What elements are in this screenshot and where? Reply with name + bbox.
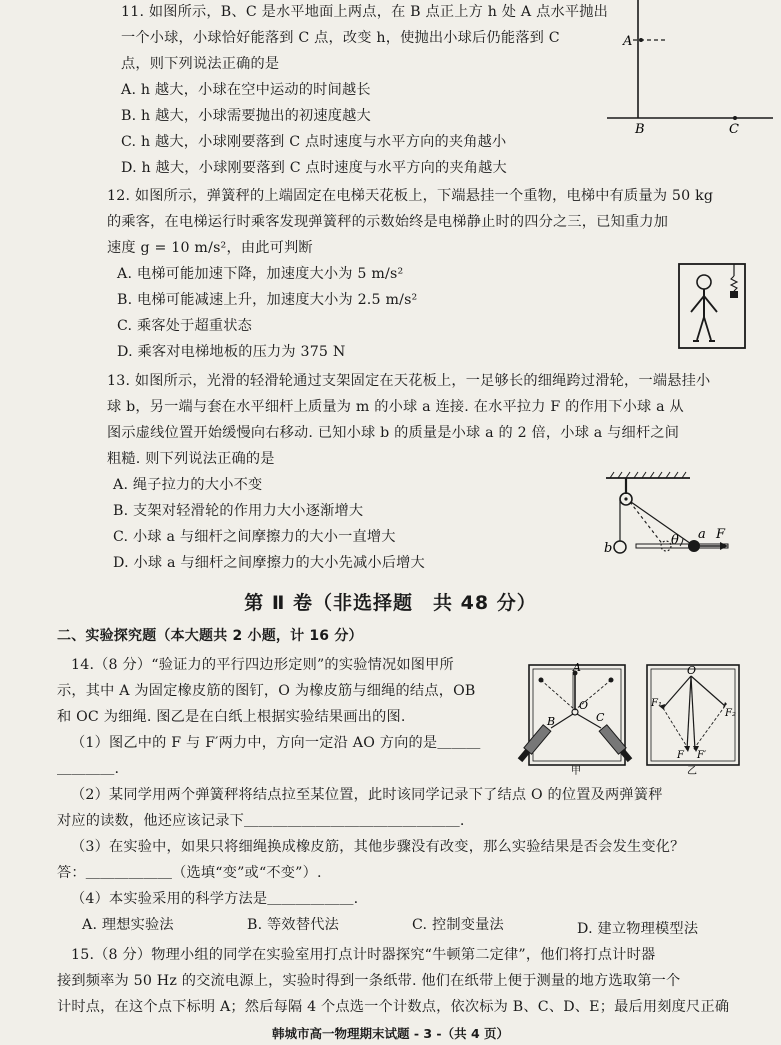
section-2-title: 第 Ⅱ 卷（非选择题 共 48 分） [244, 592, 537, 614]
q13-label-theta: θ [671, 533, 679, 548]
q14-sub1-line2: ＿＿＿＿. [57, 761, 120, 777]
q13-option-c: C. 小球 a 与细杆之间摩擦力的大小一直增大 [113, 529, 396, 545]
q14-jia-label-c: C [596, 711, 605, 724]
q13-pulley-figure [598, 472, 738, 562]
q12-option-c: C. 乘客处于超重状态 [117, 318, 253, 334]
q13-stem-line3: 图示虚线位置开始缓慢向右移动. 已知小球 b 的质量是小球 a 的 2 倍，小球 a 与细杆之间 [107, 425, 680, 441]
q14-figure-yi [645, 662, 741, 776]
q13-stem-line4: 粗糙. 则下列说法正确的是 [107, 451, 275, 467]
q14-sub3-line2: 答：＿＿＿＿＿＿（选填“变”或“不变”）. [57, 865, 322, 881]
q15-stem-line2: 接到频率为 50 Hz 的交流电源上，实验时得到一条纸带. 他们在纸带上便于测量的地方选取第一个 [57, 973, 681, 989]
q14-yi-label-o: O [687, 664, 697, 677]
q12-stem-line1: 12. 如图所示，弹簧秤的上端固定在电梯天花板上，下端悬挂一个重物，电梯中有质量为 50 kg [107, 188, 714, 204]
q14-option-a: A. 理想实验法 [82, 917, 174, 933]
q12-elevator-figure [677, 262, 747, 350]
q14-stem-line2: 示，其中 A 为固定橡皮筋的图钉，O 为橡皮筋与细绳的结点，OB [57, 683, 476, 699]
q11-label-a: A [623, 34, 633, 49]
q11-option-b: B. h 越大，小球需要抛出的初速度越大 [121, 108, 371, 124]
q13-option-a: A. 绳子拉力的大小不变 [113, 477, 263, 493]
section-2-part-heading: 二、实验探究题（本大题共 2 小题，计 16 分） [57, 628, 363, 644]
q12-stem-line3: 速度 g = 10 m/s²，由此可判断 [107, 240, 313, 256]
q14-sub2-line2: 对应的读数，他还应该记录下＿＿＿＿＿＿＿＿＿＿＿＿＿＿＿. [57, 813, 465, 829]
q14-yi-label-f: F [677, 750, 684, 761]
q15-stem-line3: 计时点，在这个点下标明 A；然后每隔 4 个点选一个计数点，依次标为 B、C、D、E；最后用刻度尺正确 [57, 999, 730, 1015]
q14-option-b: B. 等效替代法 [247, 917, 339, 933]
q14-yi-caption: 乙 [687, 766, 697, 777]
q11-stem-line2: 一个小球，小球恰好能落到 C 点，改变 h，使抛出小球后仍能落到 C [121, 30, 560, 46]
q11-label-b: B [635, 122, 645, 137]
q13-label-f: F [716, 527, 726, 542]
q14-jia-label-a: A [573, 661, 581, 674]
q14-sub2-line1: （2）某同学用两个弹簧秤将结点拉至某位置，此时该同学记录下了结点 O 的位置及两弹簧秤 [71, 787, 663, 803]
q11-label-c: C [729, 122, 739, 137]
q12-option-b: B. 电梯可能减速上升，加速度大小为 2.5 m/s² [117, 292, 418, 308]
q13-option-d: D. 小球 a 与细杆之间摩擦力的大小先减小后增大 [113, 555, 425, 571]
q11-option-c: C. h 越大，小球刚要落到 C 点时速度与水平方向的夹角越小 [121, 134, 507, 150]
q13-label-b: b [604, 541, 613, 556]
q13-stem-line2: 球 b，另一端与套在水平细杆上质量为 m 的小球 a 连接. 在水平拉力 F 的作用下小球 a 从 [107, 399, 684, 415]
q14-yi-label-f1: F₁ [651, 698, 662, 709]
q11-stem-line3: 点，则下列说法正确的是 [121, 56, 280, 72]
q12-stem-line2: 的乘客，在电梯运行时乘客发现弹簧秤的示数始终是电梯静止时的四分之三，已知重力加 [107, 214, 669, 230]
q15-stem-line1: 15.（8 分）物理小组的同学在实验室用打点计时器探究“牛顿第二定律”，他们将打点计时器 [71, 947, 656, 963]
q14-yi-label-f2: F₂ [725, 708, 736, 719]
q14-jia-label-b: B [547, 715, 556, 728]
q14-yi-label-fprime: F′ [697, 750, 707, 761]
q11-option-a: A. h 越大，小球在空中运动的时间越长 [121, 82, 371, 98]
q12-option-a: A. 电梯可能加速下降，加速度大小为 5 m/s² [117, 266, 404, 282]
q14-jia-label-o: O [579, 699, 589, 712]
q11-stem-line1: 11. 如图所示，B、C 是水平地面上两点，在 B 点正上方 h 处 A 点水平抛出 [121, 4, 609, 20]
page-footer: 韩城市高一物理期末试题 - 3 -（共 4 页） [271, 1026, 510, 1041]
q12-option-d: D. 乘客对电梯地板的压力为 375 N [117, 344, 346, 360]
q13-option-b: B. 支架对轻滑轮的作用力大小逐渐增大 [113, 503, 364, 519]
q14-figure-jia [517, 662, 637, 776]
q14-sub1-line1: （1）图乙中的 F 与 F′两力中，方向一定沿 AO 方向的是＿＿＿ [71, 735, 481, 751]
q14-option-d: D. 建立物理模型法 [577, 921, 699, 937]
q11-option-d: D. h 越大，小球刚要落到 C 点时速度与水平方向的夹角越大 [121, 160, 507, 176]
q14-sub4: （4）本实验采用的科学方法是＿＿＿＿＿＿. [71, 891, 359, 907]
q14-jia-caption: 甲 [571, 766, 581, 777]
q14-sub3-line1: （3）在实验中，如果只将细绳换成橡皮筋，其他步骤没有改变，那么实验结果是否会发生变化？ [71, 839, 685, 855]
q14-option-c: C. 控制变量法 [412, 917, 504, 933]
q13-stem-line1: 13. 如图所示，光滑的轻滑轮通过支架固定在天花板上，一足够长的细绳跨过滑轮，一端悬挂小 [107, 373, 711, 389]
q11-figure [605, 0, 775, 140]
q13-label-a: a [698, 527, 706, 542]
q14-stem-line3: 和 OC 为细绳. 图乙是在白纸上根据实验结果画出的图. [57, 709, 406, 725]
q14-stem-line1: 14.（8 分）“验证力的平行四边形定则”的实验情况如图甲所 [71, 657, 454, 673]
